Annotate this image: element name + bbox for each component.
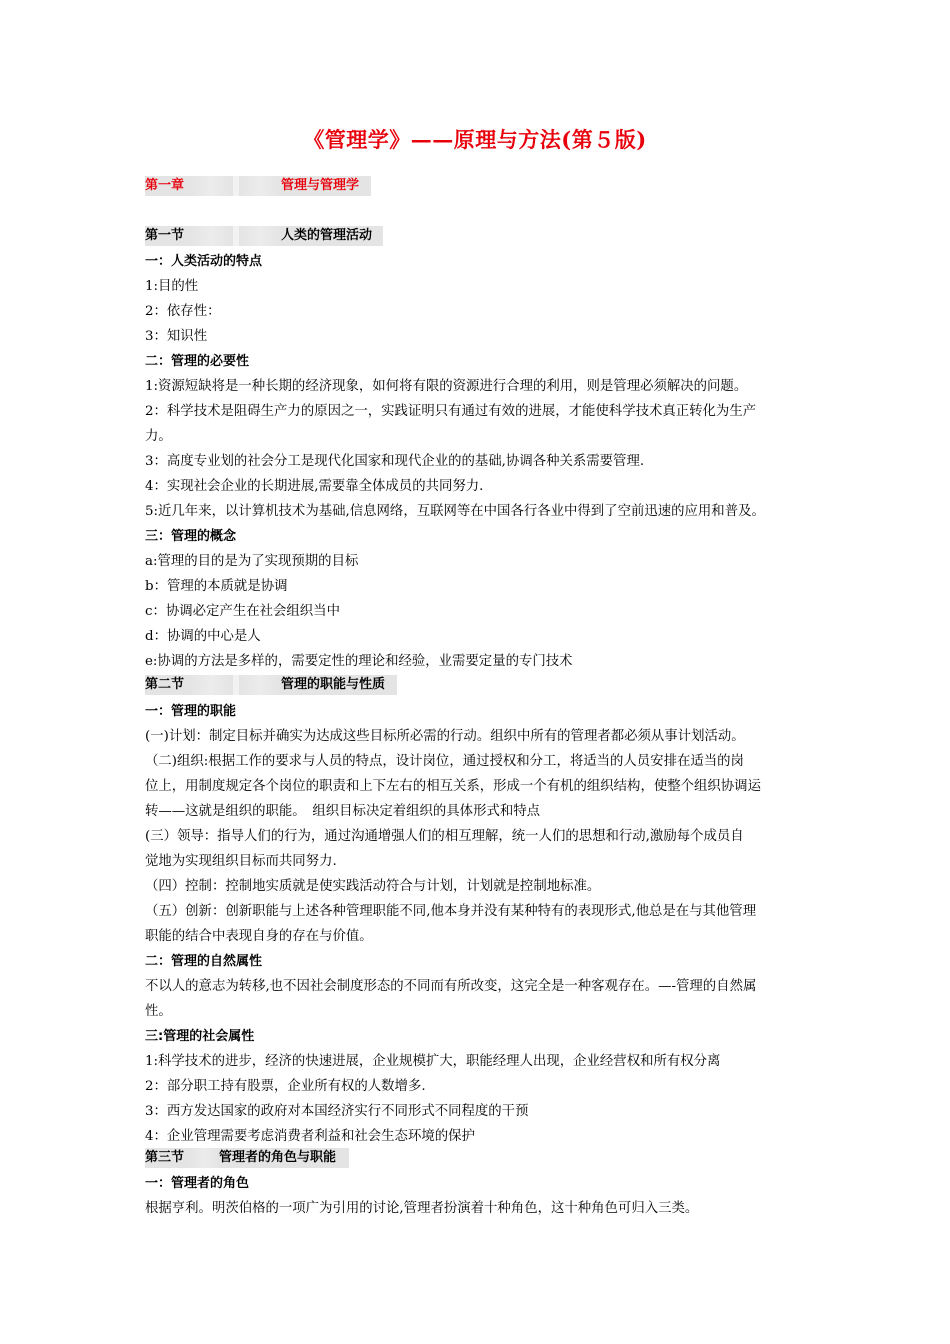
- section-number: 第一节: [145, 226, 189, 246]
- heading: 三：管理的概念: [145, 529, 237, 544]
- paragraph-line: 3：高度专业划的社会分工是现代化国家和现代企业的的基础,协调各种关系需要管理.: [145, 454, 645, 469]
- paragraph-line: 转——这就是组织的职能。 组织目标决定着组织的具体形式和特点: [145, 804, 541, 819]
- paragraph-line: (一)计划：制定目标并确实为达成这些目标所必需的行动。组织中所有的管理者都必须从事计划活动。: [145, 729, 745, 744]
- paragraph-line: 力。: [145, 429, 172, 444]
- paragraph-line: c：协调必定产生在社会组织当中: [145, 604, 340, 619]
- chapter-name: 管理与管理学: [281, 176, 371, 196]
- paragraph-line: （四）控制：控制地实质就是使实践活动符合与计划，计划就是控制地标准。: [145, 879, 601, 894]
- heading: 一：人类活动的特点: [145, 254, 263, 269]
- paragraph-line: 4：企业管理需要考虑消费者利益和社会生态环境的保护: [145, 1129, 475, 1144]
- paragraph-line: 1:资源短缺将是一种长期的经济现象，如何将有限的资源进行合理的利用，则是管理必须解决的问题。: [145, 379, 748, 394]
- paragraph-line: 2：部分职工持有股票，企业所有权的人数增多.: [145, 1079, 426, 1094]
- paragraph-line: 5:近几年来，以计算机技术为基础,信息网络，互联网等在中国各行各业中得到了空前迅速的应用和普及。: [145, 504, 765, 519]
- paragraph-line: 2：科学技术是阻碍生产力的原因之一，实践证明只有通过有效的进展，才能使科学技术真正转化为生产: [145, 404, 757, 419]
- paragraph-line: 不以人的意志为转移,也不因社会制度形态的不同而有所改变，这完全是一种客观存在。—-管理的自然属: [145, 979, 757, 994]
- paragraph-line: 觉地为实现组织目标而共同努力.: [145, 854, 337, 869]
- heading: 二：管理的自然属性: [145, 954, 263, 969]
- paragraph-line: （五）创新：创新职能与上述各种管理职能不同,他本身并没有某种特有的表现形式,他总是在与其他管理: [145, 904, 757, 919]
- paragraph-line: 1:目的性: [145, 279, 199, 294]
- section-heading-1: [145, 226, 383, 246]
- section-name: 人类的管理活动: [281, 226, 383, 246]
- paragraph-line: 性。: [145, 1004, 172, 1019]
- heading: 一：管理者的角色: [145, 1176, 250, 1191]
- section-number: 第二节: [145, 675, 189, 695]
- paragraph-line: (三）领导：指导人们的行为，通过沟通增强人们的相互理解，统一人们的思想和行动,激励每个成员自: [145, 829, 744, 844]
- document-title: 《管理学》——原理与方法(第５版): [303, 127, 647, 152]
- paragraph-line: 职能的结合中表现自身的存在与价值。: [145, 929, 373, 944]
- section-number: 第三节: [145, 1148, 189, 1168]
- paragraph-line: d：协调的中心是人: [145, 629, 261, 644]
- paragraph-line: b：管理的本质就是协调: [145, 579, 288, 594]
- section-name: 管理的职能与性质: [281, 675, 397, 695]
- paragraph-line: e:协调的方法是多样的，需要定性的理论和经验，业需要定量的专门技术: [145, 654, 573, 669]
- heading: 二：管理的必要性: [145, 354, 250, 369]
- paragraph-line: 2：依存性：: [145, 304, 221, 319]
- heading: 三:管理的社会属性: [145, 1029, 255, 1044]
- paragraph-line: 3：西方发达国家的政府对本国经济实行不同形式不同程度的干预: [145, 1104, 529, 1119]
- paragraph-line: 位上，用制度规定各个岗位的职责和上下左右的相互关系，形成一个有机的组织结构，使整个组织协调运: [145, 779, 761, 794]
- chapter-heading: [145, 176, 371, 196]
- section-name: 管理者的角色与职能: [219, 1148, 349, 1168]
- section-heading-3: [145, 1148, 349, 1168]
- chapter-number: 第一章: [145, 176, 189, 196]
- paragraph-line: 3：知识性: [145, 329, 208, 344]
- section-heading-2: [145, 675, 397, 695]
- paragraph-line: （二)组织:根据工作的要求与人员的特点，设计岗位，通过授权和分工，将适当的人员安排在适当的岗: [145, 754, 744, 769]
- paragraph-line: a:管理的目的是为了实现预期的目标: [145, 554, 359, 569]
- heading: 一：管理的职能: [145, 704, 237, 719]
- paragraph-line: 根据亨利。明茨伯格的一项广为引用的讨论,管理者扮演着十种角色，这十种角色可归入三类。: [145, 1201, 699, 1216]
- paragraph-line: 4：实现社会企业的长期进展,需要靠全体成员的共同努力.: [145, 479, 484, 494]
- paragraph-line: 1:科学技术的进步，经济的快速进展，企业规模扩大，职能经理人出现，企业经营权和所有权分离: [145, 1054, 721, 1069]
